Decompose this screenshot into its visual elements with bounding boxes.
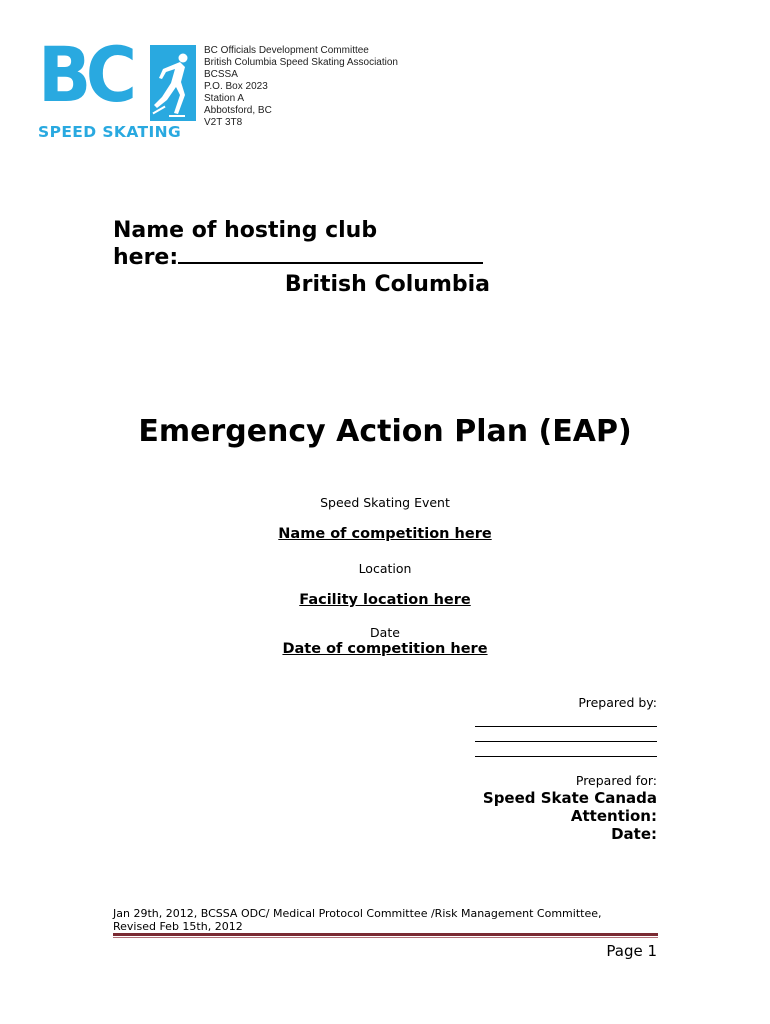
footer-line: Revised Feb 15th, 2012 bbox=[113, 920, 243, 933]
prepared-by-line bbox=[475, 726, 657, 727]
address-line: Abbotsford, BC bbox=[204, 105, 272, 116]
footer-text bbox=[113, 907, 658, 933]
address-line: Station A bbox=[204, 93, 245, 104]
footer-divider bbox=[113, 937, 658, 938]
prepared-by-line bbox=[475, 756, 657, 757]
event-label: Speed Skating Event bbox=[320, 495, 450, 510]
prepared-by-label: Prepared by: bbox=[578, 695, 657, 710]
footer-divider bbox=[113, 933, 658, 936]
footer-line: Jan 29th, 2012, BCSSA ODC/ Medical Protocol Committee /Risk Management Committee, bbox=[113, 907, 602, 920]
address-line: BC Officials Development Committee bbox=[204, 45, 369, 56]
hosting-club-label: Name of hosting club bbox=[113, 218, 378, 243]
speed-skater-icon bbox=[150, 45, 196, 121]
prepared-for-org: Speed Skate Canada bbox=[482, 789, 657, 807]
competition-date: Date of competition here bbox=[282, 641, 488, 657]
logo-text: SPEED SKATING bbox=[38, 123, 182, 141]
address-line: V2T 3T8 bbox=[204, 117, 243, 128]
prepared-by-line bbox=[475, 741, 657, 742]
address-line: British Columbia Speed Skating Association bbox=[204, 57, 398, 68]
hosting-club-prefix: here: bbox=[113, 245, 179, 270]
attention-label: Attention: bbox=[570, 807, 657, 825]
bc-speed-skating-logo bbox=[38, 30, 196, 141]
address-line: BCSSA bbox=[204, 69, 238, 80]
address-block bbox=[204, 45, 398, 129]
date-label: Date bbox=[370, 625, 400, 640]
facility-location: Facility location here bbox=[299, 592, 471, 608]
prepared-for-label: Prepared for: bbox=[575, 773, 657, 788]
location-label: Location bbox=[358, 561, 412, 576]
prepared-for-date-label: Date: bbox=[611, 825, 657, 843]
document-title: Emergency Action Plan (EAP) bbox=[138, 414, 632, 449]
province: British Columbia bbox=[284, 272, 490, 297]
competition-name: Name of competition here bbox=[278, 526, 492, 542]
hosting-club-blank-line bbox=[178, 244, 483, 264]
hosting-club-block bbox=[113, 217, 493, 298]
page-number: Page 1 bbox=[606, 942, 657, 960]
address-line: P.O. Box 2023 bbox=[204, 81, 268, 92]
logo-letters: BC bbox=[38, 30, 132, 119]
